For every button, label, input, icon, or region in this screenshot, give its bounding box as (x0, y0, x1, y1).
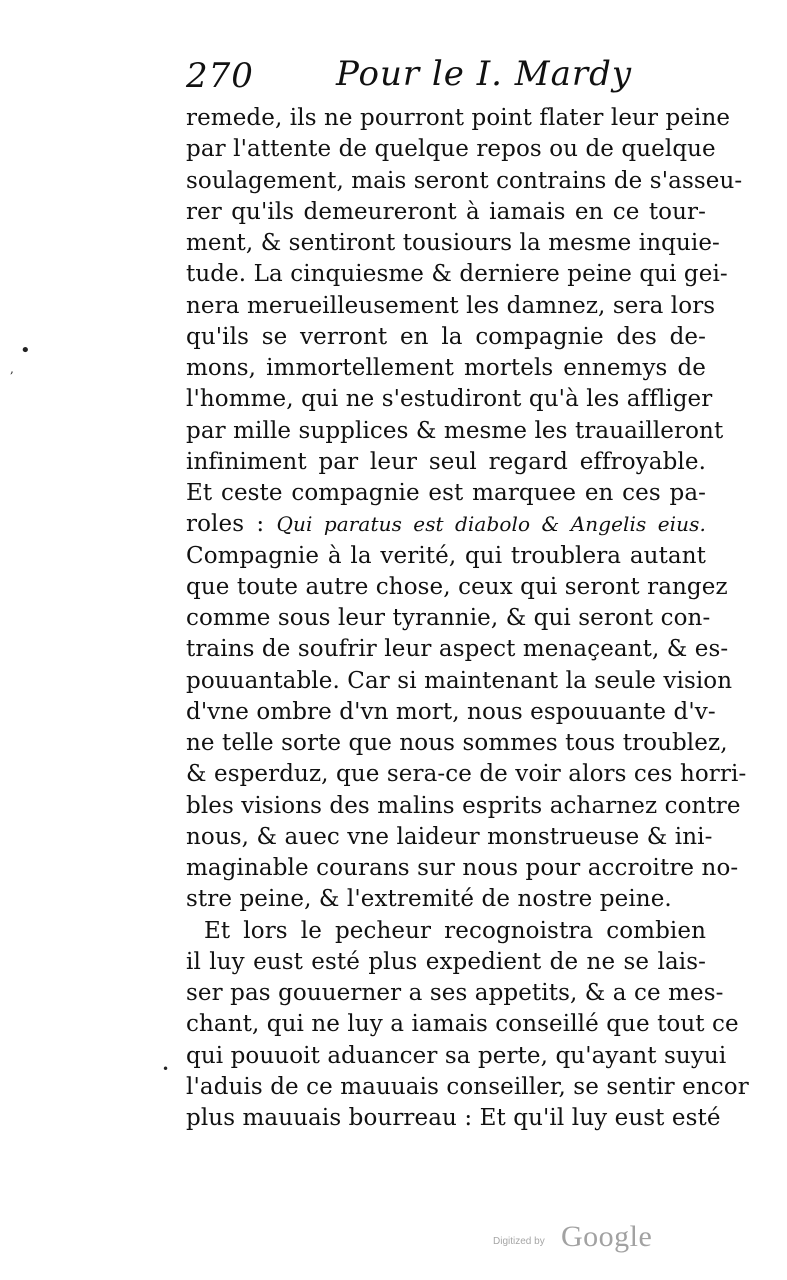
quote-prefix: roles : (186, 511, 277, 538)
text-line: rer qu'ils demeureront à iamais en ce tour- (186, 198, 706, 225)
text-line: & esperduz, que sera-ce de voir alors ces horri- (186, 761, 747, 788)
text-line: qu'ils se verront en la compagnie des de- (186, 323, 706, 350)
text-line: infiniment par leur seul regard effroyable. (186, 448, 706, 475)
text-line: comme sous leur tyrannie, & qui seront con- (186, 605, 711, 631)
text-line: nous, & auec vne laideur monstrueuse & ini- (186, 823, 713, 850)
text-line: maginable courans sur nous pour accroitre no- (186, 855, 739, 881)
text-line: Et ceste compagnie est marquee en ces pa- (186, 480, 706, 506)
text-line: ne telle sorte que nous sommes tous troublez, (186, 730, 728, 756)
text-line: nera merueilleusement les damnez, sera lors (186, 292, 716, 319)
text-line: qui pouuoit aduancer sa perte, qu'ayant suyui (186, 1042, 727, 1069)
text-line: que toute autre chose, ceux qui seront rangez (186, 573, 728, 600)
text-line: ment, & sentiront tousiours la mesme inquie- (186, 230, 720, 256)
body-text (186, 103, 749, 1134)
text-line: il luy eust esté plus expedient de ne se lais- (186, 948, 706, 975)
paragraph-start-line: Et lors le pecheur recognoistra combien (204, 917, 706, 944)
text-line: mons, immortellement mortels ennemys de (186, 355, 706, 381)
margin-speck: • (20, 340, 31, 361)
text-line: pouuantable. Car si maintenant la seule vision (186, 667, 733, 694)
google-logo: Google (561, 1220, 653, 1253)
text-line: par l'attente de quelque repos ou de quelque (186, 136, 716, 163)
quote-line (186, 509, 706, 540)
text-line: plus mauuais bourreau : Et qu'il luy eust esté (186, 1105, 721, 1131)
text-line: l'homme, qui ne s'estudiront qu'à les affliger (186, 386, 713, 413)
page-header (186, 52, 706, 102)
text-line: tude. La cinquiesme & derniere peine qui gei- (186, 261, 728, 288)
digitization-watermark (493, 1222, 663, 1262)
text-line: soulagement, mais seront contrains de s'asseu- (186, 167, 743, 194)
watermark-prefix: Digitized by (493, 1236, 545, 1247)
running-title: Pour le I. Mardy (336, 54, 633, 94)
margin-speck: , (10, 362, 14, 376)
text-line: chant, qui ne luy a iamais conseillé que tout ce (186, 1011, 739, 1038)
text-line: stre peine, & l'extremité de nostre peine. (186, 886, 672, 913)
text-line: ser pas gouuerner a ses appetits, & a ce mes- (186, 980, 724, 1006)
text-line: Compagnie à la verité, qui troublera autant (186, 542, 706, 569)
page-number: 270 (186, 56, 254, 96)
text-line: l'aduis de ce mauuais conseiller, se sentir encor (186, 1073, 749, 1100)
text-line: d'vne ombre d'vn mort, nous espouuante d'v- (186, 698, 716, 725)
text-line: par mille supplices & mesme les trauailleront (186, 417, 724, 444)
text-line: trains de soufrir leur aspect menaçeant, & es- (186, 636, 729, 663)
margin-speck: • (162, 1062, 170, 1076)
text-line: remede, ils ne pourront point flater leur peine (186, 105, 731, 131)
text-line: bles visions des malins esprits acharnez contre (186, 792, 741, 819)
latin-quotation: Qui paratus est diabolo & Angelis eius. (276, 512, 706, 537)
